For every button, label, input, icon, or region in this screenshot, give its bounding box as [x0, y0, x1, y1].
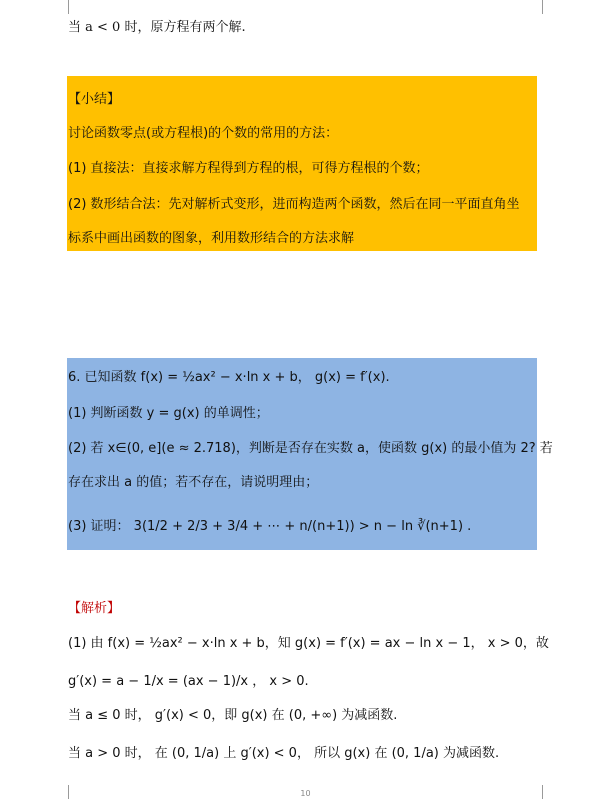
summary-method2a: (2) 数形结合法：先对解析式变形，进而构造两个函数，然后在同一平面直角坐	[68, 197, 520, 212]
problem-part1: (1) 判断函数 y = g(x) 的单调性；	[68, 406, 269, 421]
solution-line4: 当 a > 0 时， 在 (0, 1/a) 上 g′(x) < 0， 所以 g(x) 在 (0, 1/a) 为减函数.	[68, 746, 500, 761]
top-line: 当 a < 0 时，原方程有两个解.	[68, 20, 246, 35]
problem-stem: 6. 已知函数 f(x) = ½ax² − x·ln x + b， g(x) = f′(x).	[68, 370, 390, 385]
summary-intro: 讨论函数零点(或方程根)的个数的常用的方法：	[68, 126, 339, 141]
crop-mark-top-left	[54, 0, 69, 14]
solution-line1: (1) 由 f(x) = ½ax² − x·ln x + b，知 g(x) = f′(x) = ax − ln x − 1， x > 0，故	[68, 636, 549, 651]
solution-heading: 【解析】	[68, 601, 121, 616]
summary-method2b: 标系中画出函数的图象，利用数形结合的方法求解	[68, 231, 355, 246]
summary-heading: 【小结】	[68, 92, 121, 107]
crop-mark-top-right	[542, 0, 557, 14]
problem-part2a: (2) 若 x∈(0, e](e ≈ 2.718)，判断是否存在实数 a，使函数 g(x) 的最小值为 2? 若	[68, 441, 553, 456]
summary-method1: (1) 直接法：直接求解方程得到方程的根，可得方程根的个数；	[68, 161, 429, 176]
solution-line3: 当 a ≤ 0 时， g′(x) < 0，即 g(x) 在 (0, +∞) 为减函数.	[68, 708, 398, 723]
page-number: 10	[300, 789, 311, 798]
solution-line2: g′(x) = a − 1/x = (ax − 1)/x ， x > 0.	[68, 674, 309, 689]
problem-part3: (3) 证明： 3(1/2 + 2/3 + 3/4 + ⋯ + n/(n+1)) > n − ln ∛(n+1) .	[68, 519, 472, 534]
problem-part2b: 存在求出 a 的值；若不存在，请说明理由；	[68, 475, 319, 490]
